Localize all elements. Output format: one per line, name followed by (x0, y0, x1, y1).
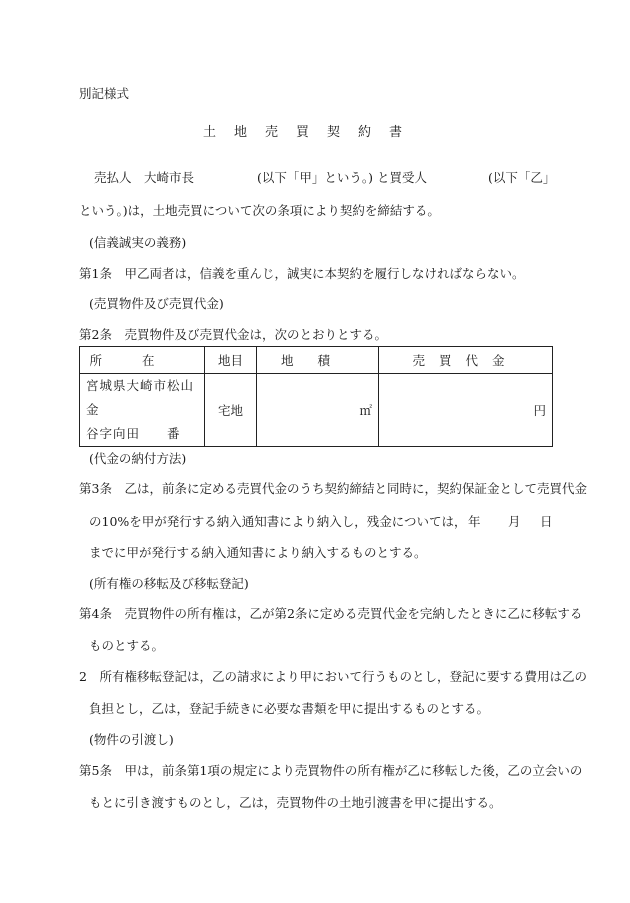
form-label: 別記様式 (79, 86, 130, 101)
preamble-seller: 売払人 大崎市長 (94, 170, 195, 185)
article3-line1: 第3条 乙は，前条に定める売買代金のうち契約締結と同時に，契約保証金として売買代金 (79, 481, 587, 496)
article5-line1: 第5条 甲は，前条第1項の規定により売買物件の所有権が乙に移転した後，乙の立会いの (79, 763, 583, 778)
cell-location (80, 374, 205, 447)
location-line1: 宮城県大崎市松山金 (86, 378, 195, 417)
preamble-buyer: (以下「甲」という。) と買受人 (257, 170, 427, 185)
price-unit: 円 (533, 403, 546, 418)
date-day: 日 (540, 514, 553, 529)
property-table (79, 346, 553, 447)
cell-category: 宅地 (205, 374, 257, 447)
article2-text: 第2条 売買物件及び売買代金は，次のとおりとする。 (79, 327, 387, 342)
article2-heading: (売買物件及び売買代金) (89, 296, 224, 311)
header-category: 地目 (205, 347, 257, 374)
preamble-hereinafter: (以下「乙」 (488, 170, 556, 185)
article4-line1: 第4条 売買物件の所有権は，乙が第2条に定める売買代金を完納したときに乙に移転する (79, 606, 583, 621)
article4-line2: ものとする。 (89, 638, 165, 653)
document-title: 土地売買契約書 (203, 125, 421, 140)
header-area: 地積 (257, 347, 379, 374)
cell-area (257, 374, 379, 447)
header-price: 売買代金 (379, 347, 553, 374)
article1-text: 第1条 甲乙両者は，信義を重んじ，誠実に本契約を履行しなければならない。 (79, 266, 525, 281)
area-unit: ㎡ (359, 403, 372, 418)
header-location: 所在 (80, 347, 205, 374)
cell-price (379, 374, 553, 447)
date-month: 月 (508, 514, 521, 529)
location-line2: 谷字向田 番 (86, 426, 181, 441)
preamble-line2: という。)は，土地売買について次の条項により契約を締結する。 (79, 203, 440, 218)
article1-heading: (信義誠実の義務) (89, 235, 187, 250)
article4-para2-line2: 負担とし，乙は，登記手続きに必要な書類を甲に提出するものとする。 (89, 701, 490, 716)
article3-heading: (代金の納付方法) (89, 451, 187, 466)
article4-heading: (所有権の移転及び移転登記) (89, 576, 249, 591)
article5-heading: (物件の引渡し) (89, 732, 174, 747)
table-header-row (80, 347, 553, 374)
article5-line2: もとに引き渡すものとし，乙は，売買物件の土地引渡書を甲に提出する。 (89, 795, 502, 810)
table-row (80, 374, 553, 447)
article3-line3: までに甲が発行する納入通知書により納入するものとする。 (89, 545, 427, 560)
article4-para2-line1: 2 所有権移転登記は，乙の請求により甲において行うものとし，登記に要する費用は乙の (79, 669, 587, 684)
article3-line2: の10%を甲が発行する納入通知書により納入し，残金については， (89, 514, 467, 529)
date-year: 年 (468, 514, 481, 529)
